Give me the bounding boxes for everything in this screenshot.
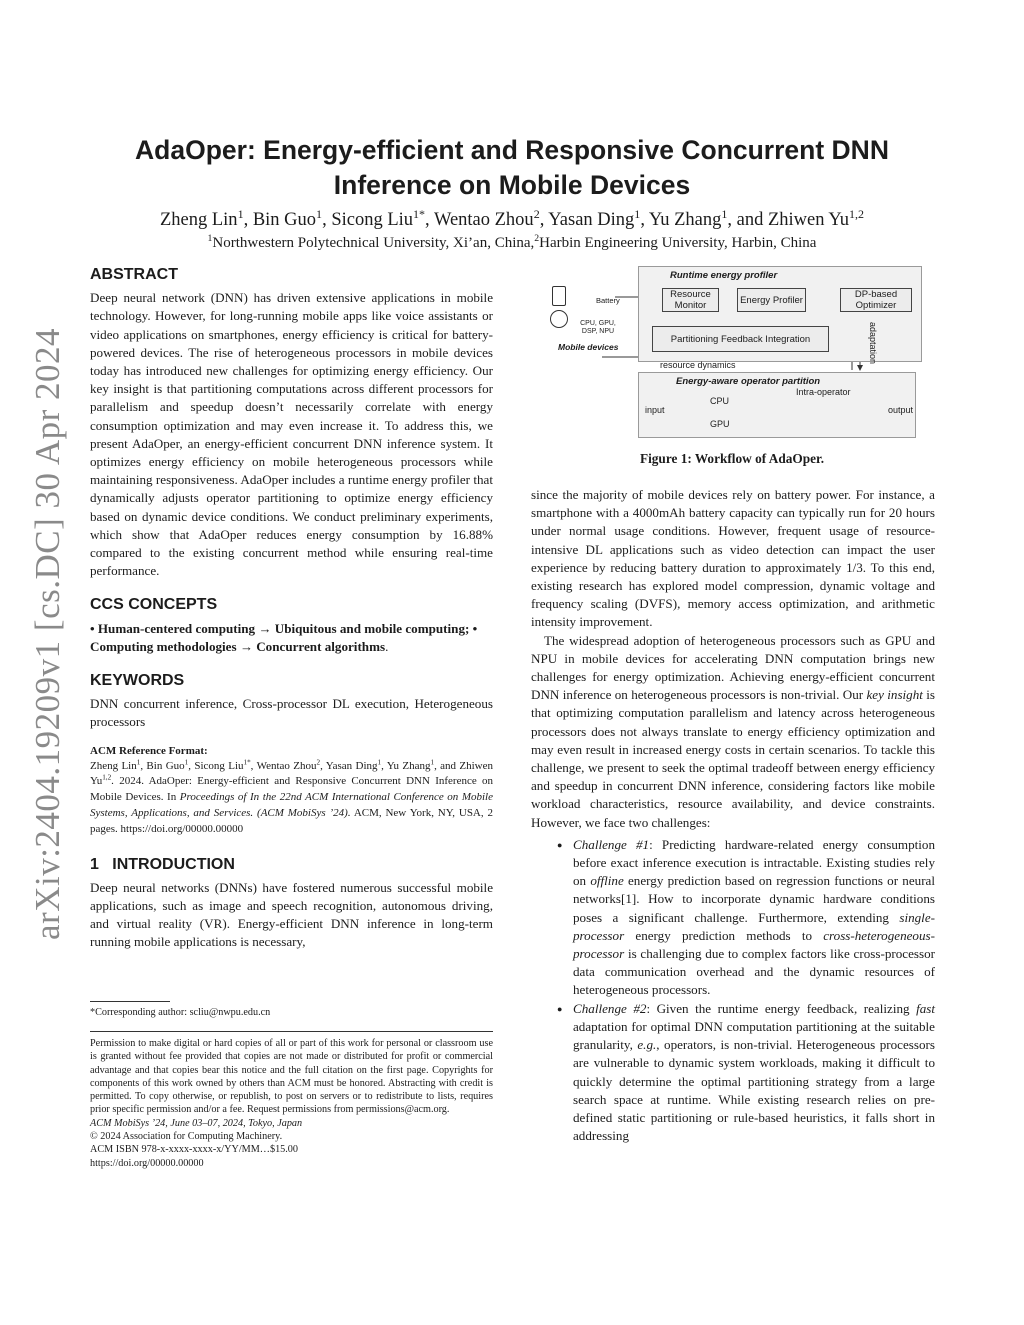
permission-text: Permission to make digital or hard copies of all or part of this work for personal or classroom use is granted without fee provided that copies are not made or distributed for profit or commercial advantage and that copies bear this notice and the full citation on the first page. Copyrights for components of this work owned by others than ACM must be honored. Abstracting with credit is permitted. To copy otherwise, or republish, to post on servers or to redistribute to lists, requires prior specific permission and/or a fee. Request permissions from permissions@acm.org.	[90, 1038, 493, 1116]
ccs-bullet-2: • Computing methodologies → Concurrent algorithms	[90, 620, 478, 654]
challenge-label: Challenge #1	[573, 836, 650, 852]
para-text: : Given the runtime energy feedback, realizing	[646, 1000, 917, 1016]
affil-mark: 2	[534, 233, 540, 244]
ref-mark: 1	[430, 758, 435, 767]
mobile-devices-label: Mobile devices	[558, 342, 619, 352]
ref-author: , Yu Zhang	[381, 759, 431, 772]
title-line-2: Inference on Mobile Devices	[333, 170, 691, 200]
acm-ref-text	[90, 759, 493, 838]
intra-operator-label: Intra-operator	[796, 387, 851, 397]
affiliation-2: Harbin Engineering University, Harbin, China	[539, 235, 817, 251]
ccs-heading: CCS CONCEPTS	[90, 596, 218, 614]
para-text: : Predicting hardware-related energy consumption before exact inference execution is intractable. Existing studies rely on	[573, 836, 935, 889]
section-title: INTRODUCTION	[112, 855, 235, 873]
author-name: and Zhiwen Yu	[736, 210, 849, 230]
ref-mark: 1,2	[102, 773, 112, 782]
feedback-integration-node: Partitioning Feedback Integration	[652, 326, 829, 352]
challenge-1	[557, 836, 935, 1000]
author-name: Bin Guo	[252, 210, 317, 230]
title-line-1: AdaOper: Energy-efficient and Responsive Concurrent DNN	[135, 135, 889, 165]
ref-mark: 1	[136, 758, 141, 767]
author-list: Zheng Lin$^1$, Bin Guo$^1$, Sicong Liu$^{1*}$, Wentao Zhou$^2$, Yasan Ding$^1$, Yu Zhang$^1$, and Zhiwen Yu$^{1,2}$	[159, 206, 864, 230]
battery-label: Battery	[596, 296, 620, 305]
author-name: Sicong Liu	[331, 210, 414, 230]
ref-author: , Wentao Zhou	[250, 759, 317, 772]
output-label: output	[888, 405, 914, 415]
challenge-2	[557, 1000, 935, 1146]
conference-line: ACM MobiSys ’24, June 03–07, 2024, Tokyo, Japan	[90, 1117, 303, 1129]
para-text: energy prediction based on regression functions or neural networks[1]. How to incorporate dynamic hardware conditions poses a significant challenge. Furthermore, extending	[573, 873, 936, 925]
emphasis: cross-heterogeneous-processor	[573, 927, 935, 962]
paper-title	[90, 133, 934, 203]
section-number: 1	[90, 855, 99, 873]
author-affil-mark: 1	[634, 206, 641, 221]
affiliations	[90, 235, 934, 252]
affil-mark: 1	[207, 233, 213, 244]
ccs-end: .	[385, 638, 389, 654]
ref-mark: 2	[316, 758, 321, 767]
permission-rule	[90, 1031, 493, 1032]
author-name: Zheng Lin	[159, 210, 238, 230]
doi-line: https://doi.org/00000.00000	[90, 1157, 204, 1169]
author-affil-mark: 1	[721, 206, 728, 221]
right-column	[531, 486, 935, 1145]
acm-ref-heading: ACM Reference Format:	[90, 744, 208, 757]
runtime-profiler-label: Runtime energy profiler	[670, 270, 778, 281]
challenge-label: Challenge #2	[573, 1000, 647, 1016]
cpu-label: CPU	[710, 396, 730, 406]
para-text: is that optimizing computation parallelism and latency across heterogeneous processors does not always translate to energy efficiency optimization and may even result in increased energy costs in certain scenarios. To tackle this challenge, we present to seek the optimal tradeoff between energy efficiency and speedup in concurrent DNN inference, considering factors like mobile workload characteristics, resource availability, and device constraints. However, we face two challenges:	[531, 687, 936, 830]
intro-paragraph-2	[531, 632, 935, 832]
ref-author: , Yasan Ding	[320, 759, 378, 772]
ccs-bullet-1: • Human-centered computing → Ubiquitous and mobile computing;	[90, 620, 470, 636]
ref-author: Zheng Lin	[90, 759, 137, 772]
permission-block	[90, 1037, 493, 1170]
emphasis: offline	[590, 873, 624, 889]
author-affil-mark: 1	[316, 206, 323, 221]
smartphone-icon	[552, 286, 566, 306]
para-text: , operators, is non-trivial. Heterogeneous processors are vulnerable to dynamic system workloads, making it difficult to quickly determine the optimal partitioning strategy from a large search space at runtime. While existing research relies on pre-defined static partitioning or rule-based heuristics, it falls short in addressing	[573, 1037, 935, 1144]
resource-monitor-node: Resource Monitor	[662, 288, 719, 312]
para-text: adaptation for optimal DNN computation partitioning at the suitable granularity,	[573, 1018, 935, 1053]
author-name: Yu Zhang	[648, 210, 722, 230]
ref-title: . 2024. AdaOper: Energy-efficient and Responsive Concurrent DNN Inference on Mobile Devices. In	[90, 775, 493, 804]
processors-label: CPU, GPU, DSP, NPU	[580, 320, 616, 335]
affiliation-1: Northwestern Polytechnical University, Xi’an, China,	[212, 235, 535, 251]
copyright-line: © 2024 Association for Computing Machinery.	[90, 1131, 283, 1143]
ref-mark: 1	[184, 758, 189, 767]
intro-continued: since the majority of mobile devices rely on battery power. For instance, a smartphone with a 4000mAh battery capacity can typically run for 20 hours under normal usage conditions. However, frequent usage of resource-intensive DL applications such as video detection can impact the user experience by reducing battery duration to approximately 1/3. To this end, existing research has explored model compression, dynamic voltage and frequency scaling (DVFS), memory access optimization, and arithmetic intensity improvement.	[531, 487, 935, 630]
para-text: energy prediction methods to	[624, 927, 824, 943]
left-column	[90, 266, 493, 952]
para-text: The widespread adoption of heterogeneous processors such as GPU and NPU in mobile devices for accelerating DNN computation brings new challenges for energy optimization. Achieving energy-efficient concurrent DNN inference on heterogeneous processors is non-trivial. Our	[531, 632, 935, 703]
intro-heading	[90, 856, 493, 874]
ref-mark: 1*	[243, 758, 251, 767]
gpu-label: GPU	[710, 419, 730, 429]
emphasis: e.g.	[637, 1037, 657, 1053]
keywords-heading: KEYWORDS	[90, 672, 185, 690]
author-affil-mark: 1,2	[848, 206, 864, 221]
resource-dynamics-label: resource dynamics	[660, 360, 736, 370]
energy-profiler-node: Energy Profiler	[737, 288, 806, 312]
ref-author: , Sicong Liu	[188, 759, 244, 772]
emphasis: fast	[916, 1000, 935, 1016]
emphasis: single-processor	[573, 909, 935, 943]
input-label: input	[645, 405, 665, 415]
ccs-concepts	[90, 620, 493, 656]
ref-publisher: ACM, New York, NY, USA, 2 pages. https://doi.org/00000.00000	[90, 807, 493, 835]
ref-author: , Bin Guo	[140, 759, 185, 772]
footnote-rule	[90, 1001, 170, 1002]
keywords-text: DNN concurrent inference, Cross-processor DL execution, Heterogeneous processors	[90, 696, 493, 730]
abstract-text: Deep neural network (DNN) has driven extensive applications in mobile technology. However, for long-running mobile apps like voice assistants or video applications on smartphones, energy efficiency is critical for battery-powered devices. The rise of heterogeneous processors in mobile devices today has introduced new challenges for optimizing energy efficiency. Our key insight is that partitioning computations across different processors for parallelism and speedup doesn’t necessarily correlate with energy consumption optimization and may even increase it. To address this, we present AdaOper, an energy-efficient concurrent DNN inference system. It optimizes energy efficiency on mobile heterogeneous processors while maintaining responsiveness. AdaOper includes a runtime energy profiler that dynamically adjusts operator partitioning to optimize energy efficiency based on dynamic device conditions. We conduct preliminary experiments, which show that AdaOper reduces energy consumption by 16.88% compared to the existing concurrent method while ensuring real-time performance.	[90, 290, 493, 579]
device-icon	[550, 310, 568, 328]
figure-workflow	[540, 262, 934, 442]
author-name: Wentao Zhou	[433, 210, 534, 230]
intro-text: Deep neural networks (DNNs) have fostered numerous successful mobile applications, such as image and speech recognition, autonomous driving, and virtual reality (VR). Energy-efficient DNN inference in long-term running mobile applications is necessary,	[90, 879, 493, 950]
emphasis: key insight	[866, 687, 923, 703]
adaptation-label: adaptation	[868, 322, 878, 365]
ref-mark: 1	[377, 758, 382, 767]
dp-optimizer-node: DP-based Optimizer	[840, 288, 912, 312]
isbn-line: ACM ISBN 978-x-xxxx-xxxx-x/YY/MM…$15.00	[90, 1144, 298, 1156]
author-affil-mark: 1	[237, 206, 244, 221]
abstract-heading: ABSTRACT	[90, 266, 178, 283]
ref-author: , and Zhiwen Yu	[90, 759, 494, 788]
author-affil-mark: 2	[533, 206, 540, 221]
para-text: is challenging due to complex factors like cross-processor data communication overhead and the dynamic resources of heterogeneous processors.	[573, 946, 935, 998]
operator-partition-label: Energy-aware operator partition	[676, 376, 821, 387]
arxiv-identifier: arXiv:2404.19209v1 [cs.DC] 30 Apr 2024	[28, 327, 67, 940]
footnote: *Corresponding author: scliu@nwpu.edu.cn	[90, 1007, 271, 1018]
author-name: Yasan Ding	[548, 210, 635, 230]
author-affil-mark: 1*	[413, 206, 426, 221]
challenges-list	[557, 836, 935, 1145]
ref-venue: Proceedings of In the 22nd ACM International Conference on Mobile Systems, Applications, and Services. (ACM MobiSys ’24).	[90, 791, 493, 820]
figure-caption: Figure 1: Workflow of AdaOper.	[639, 451, 825, 466]
